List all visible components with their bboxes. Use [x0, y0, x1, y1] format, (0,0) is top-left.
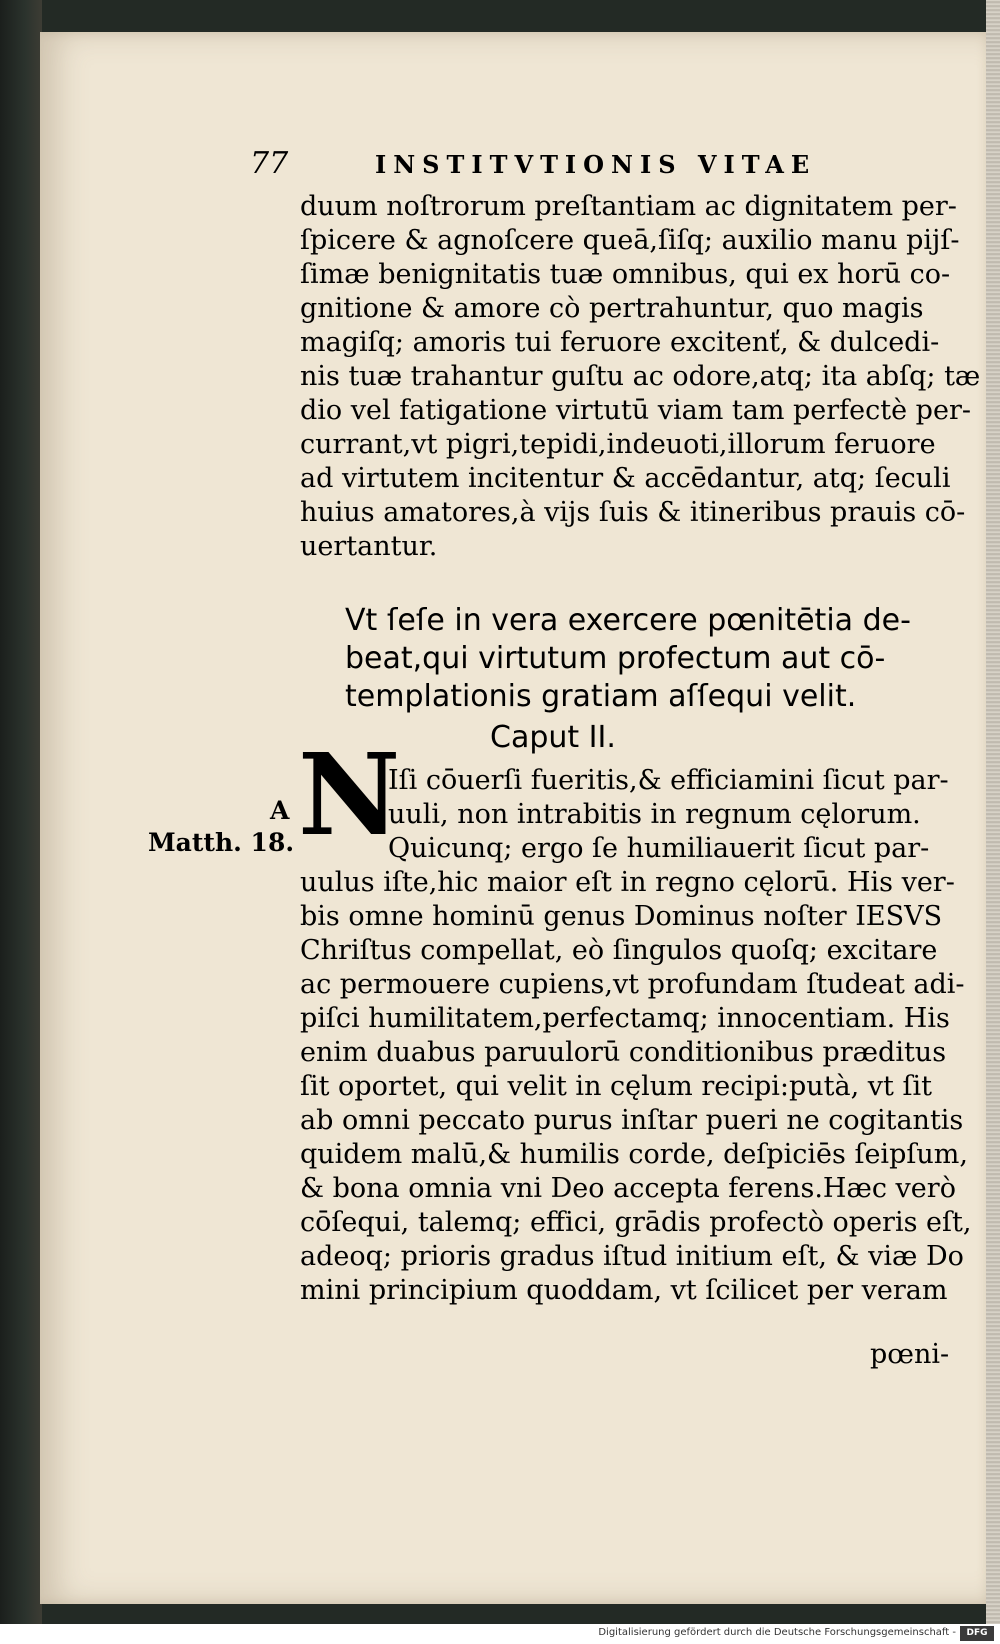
paragraph-1-line: magiſq; amoris tui feruore excitenť, & dulcedi-	[300, 327, 940, 358]
paragraph-2-line: enim duabus paruulorū conditionibus præditus	[300, 1037, 947, 1068]
paragraph-2-line: adeoq; prioris gradus iſtud initium eſt, & viæ Do	[300, 1241, 964, 1272]
paragraph-1-line: gnitione & amore cò pertrahuntur, quo magis	[300, 293, 924, 324]
paragraph-1-line: uertantur.	[300, 531, 438, 562]
paragraph-2-line: ac permouere cupiens,vt profundam ſtudeat adi-	[300, 969, 965, 1000]
catchword: pœni-	[870, 1339, 950, 1370]
page-fore-edge	[986, 0, 1000, 1624]
page-number: 77	[250, 146, 289, 181]
paragraph-1-line: currant,vt pigri,tepidi,indeuoti,illorum feruore	[300, 429, 936, 460]
paragraph-2-line: uuli, non intrabitis in regnum cęlorum.	[388, 799, 921, 830]
paragraph-2-line: Quicunq; ergo ſe humiliauerit ſicut par-	[388, 833, 930, 864]
paragraph-2-line: Chriſtus compellat, eò ſingulos quoſq; excitare	[300, 935, 938, 966]
margin-note-reference: Matth. 18.	[148, 828, 295, 857]
paragraph-1-line: ſpicere & agnoſcere queā,ſiſq; auxilio manu pijſ-	[300, 225, 960, 256]
footer-credit: Digitalisierung gefördert durch die Deutsche Forschungsgemeinschaft -	[598, 1627, 956, 1638]
paragraph-2-line: quidem malū,& humilis corde, deſpiciēs ſeipſum,	[300, 1139, 968, 1170]
chapter-label: Caput II.	[490, 720, 616, 755]
paragraph-2-line: Iſi cōuerſi fueritis,& efficiamini ſicut par-	[388, 765, 949, 796]
header-title: INSTITVTIONIS VITAE	[375, 150, 817, 179]
paragraph-1-line: ſimæ benignitatis tuæ omnibus, qui ex horū co-	[300, 259, 951, 290]
paragraph-1-line: nis tuæ trahantur guſtu ac odore,atq; ita abſq; tæ	[300, 361, 981, 392]
paragraph-2-line: bis omne hominū genus Dominus noſter IESVS	[300, 901, 943, 932]
margin-note-letter: A	[270, 796, 290, 825]
paragraph-2-line: ab omni peccato purus inſtar pueri ne cogitantis	[300, 1105, 964, 1136]
paragraph-2-line: cōſequi, talemq; effici, grādis profectò operis eſt,	[300, 1207, 972, 1238]
paragraph-2-line: ſit oportet, qui velit in cęlum recipi:putà, vt ſit	[300, 1071, 932, 1102]
paragraph-1-line: dio vel fatigatione virtutū viam tam perfectè per-	[300, 395, 971, 426]
chapter-heading-line: templationis gratiam aſſequi velit.	[345, 679, 857, 714]
book-binding	[0, 0, 42, 1624]
chapter-heading-line: beat,qui virtutum profectum aut cō-	[345, 641, 886, 676]
paragraph-1-line: duum noſtrorum preſtantiam ac dignitatem per-	[300, 191, 957, 222]
running-head	[250, 146, 890, 180]
chapter-heading-line: Vt ſeſe in vera exercere pœnitētia de-	[345, 603, 911, 638]
paragraph-1-line: ad virtutem incitentur & accēdantur, atq; ſeculi	[300, 463, 951, 494]
paragraph-2-line: & bona omnia vni Deo accepta ferens.Hæc verò	[300, 1173, 956, 1204]
dfg-logo-icon: DFG	[960, 1626, 994, 1641]
paragraph-1-line: huius amatores,à vijs ſuis & itineribus prauis cō-	[300, 497, 966, 528]
paragraph-2-line: uulus iſte,hic maior eſt in regno cęlorū. His ver-	[300, 867, 955, 898]
drop-cap: N	[298, 730, 401, 861]
paragraph-2-line: piſci humilitatem,perfectamq; innocentiam. His	[300, 1003, 950, 1034]
paragraph-2-line: mini principium quoddam, vt ſcilicet per veram	[300, 1275, 948, 1306]
footer-bar	[0, 1624, 1000, 1644]
